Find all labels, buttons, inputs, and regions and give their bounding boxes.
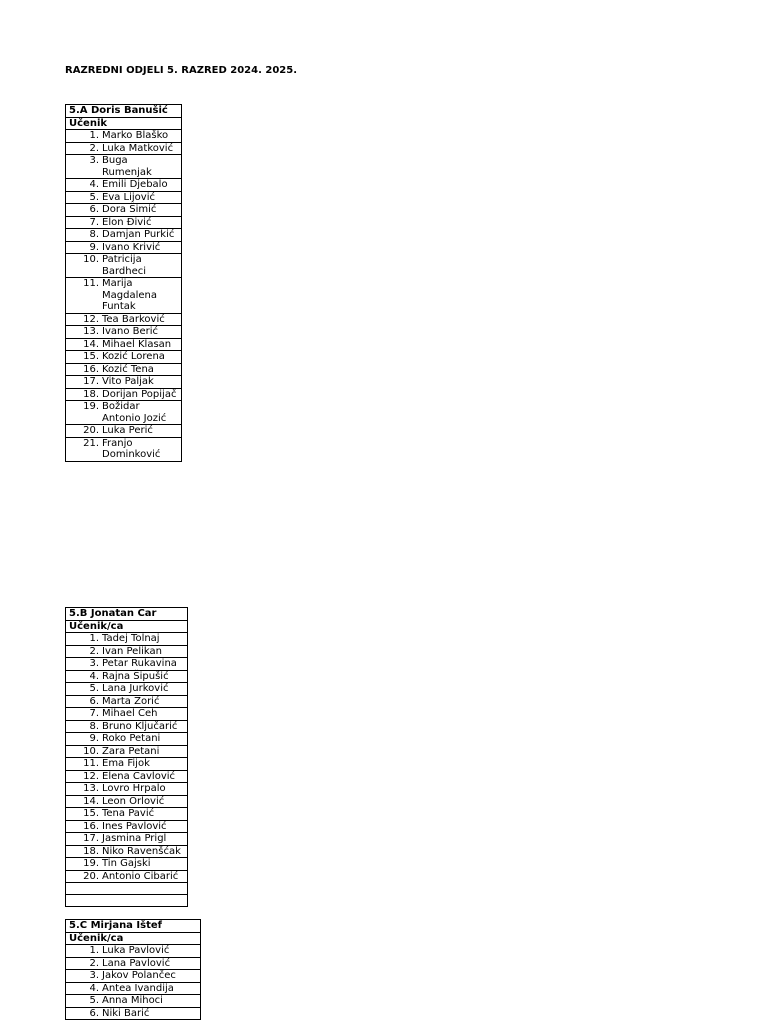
student-row (66, 758, 188, 771)
student-number: 3 . (66, 970, 99, 982)
student-number: 1 . (66, 633, 99, 645)
student-cell (66, 833, 188, 846)
student-row (66, 351, 182, 364)
student-name: Kozić Lorena (102, 351, 165, 362)
student-name: Tadej Tolnaj (102, 633, 160, 644)
student-cell (66, 425, 182, 438)
student-name: Luka Matković (102, 142, 174, 154)
student-number: 17 . (66, 376, 99, 388)
student-row (66, 326, 182, 339)
student-name: Marija Magdalena Funtak (102, 278, 157, 312)
student-row (66, 670, 188, 683)
student-number: 17 . (66, 833, 99, 845)
student-number: 6 . (66, 1008, 99, 1020)
student-name: Franjo Dominković (102, 437, 161, 460)
student-number: 4 . (66, 671, 99, 683)
student-row (66, 142, 182, 155)
student-row (66, 425, 182, 438)
class-table-body (66, 920, 201, 1020)
student-name: Antea Ivandija (102, 982, 174, 994)
student-row (66, 870, 188, 883)
student-name: Dorijan Popijač (102, 388, 177, 400)
student-row (66, 229, 182, 242)
student-name: Vito Paljak (102, 376, 154, 387)
student-number: 20 . (66, 425, 99, 437)
class-header-row (66, 105, 182, 118)
document-title: RAZREDNI ODJELI 5. RAZRED 2024. 2025. (65, 65, 298, 76)
student-number: 1 . (66, 945, 99, 957)
student-row (66, 795, 188, 808)
student-number: 3 . (66, 155, 99, 167)
student-name: Ema Fijok (102, 758, 150, 769)
column-header: Učenik (66, 117, 182, 130)
student-name: Jasmina Prigl (102, 833, 167, 844)
student-row (66, 363, 182, 376)
student-number: 8 . (66, 229, 99, 241)
student-cell (66, 845, 188, 858)
student-cell (66, 229, 182, 242)
student-cell (66, 820, 188, 833)
student-name: Jakov Polančec (102, 970, 176, 981)
student-name: Niki Barić (102, 1007, 150, 1019)
column-header: Učenik/ca (66, 932, 201, 945)
student-row (66, 658, 188, 671)
student-number: 14 . (66, 796, 99, 808)
student-cell (66, 870, 188, 883)
student-row (66, 695, 188, 708)
student-cell (66, 695, 188, 708)
student-name: Luka Pavlović (102, 945, 170, 956)
student-number: 12 . (66, 771, 99, 783)
student-number: 7 . (66, 217, 99, 229)
student-row (66, 155, 182, 179)
student-cell (66, 745, 188, 758)
student-cell (66, 241, 182, 254)
class-header: 5.B Jonatan Car (66, 608, 188, 621)
student-number: 13 . (66, 783, 99, 795)
student-number: 20 . (66, 871, 99, 883)
student-row (66, 130, 182, 143)
student-row (66, 945, 201, 958)
student-number: 15 . (66, 351, 99, 363)
student-row (66, 683, 188, 696)
student-name: Bruno Ključarić (102, 720, 178, 732)
student-cell (66, 376, 182, 389)
student-number: 1 . (66, 130, 99, 142)
student-number: 18 . (66, 389, 99, 401)
student-row (66, 957, 201, 970)
student-cell (66, 670, 188, 683)
student-number: 5 . (66, 683, 99, 695)
student-row (66, 437, 182, 461)
student-number: 11 . (66, 278, 99, 290)
student-cell (66, 683, 188, 696)
student-number: 5 . (66, 192, 99, 204)
student-row (66, 845, 188, 858)
student-number: 4 . (66, 983, 99, 995)
student-row (66, 982, 201, 995)
student-cell (66, 708, 188, 721)
student-name: Anna Mihoci (102, 995, 163, 1006)
student-name: Dora Šimić (102, 204, 157, 215)
student-cell (66, 808, 188, 821)
class-table-5a (65, 104, 182, 462)
student-cell (66, 970, 201, 983)
student-row (66, 783, 188, 796)
student-cell (66, 388, 182, 401)
student-row (66, 179, 182, 192)
student-cell (66, 783, 188, 796)
empty-row (66, 895, 188, 907)
student-number: 19 . (66, 858, 99, 870)
student-name: Ines Pavlović (102, 820, 167, 832)
student-row (66, 376, 182, 389)
class-table-5c (65, 919, 201, 1020)
student-cell (66, 130, 182, 143)
student-number: 9 . (66, 242, 99, 254)
student-name: Patricija Bardheci (102, 254, 147, 277)
student-row (66, 995, 201, 1008)
student-name: Marta Zorić (102, 695, 160, 707)
student-cell (66, 957, 201, 970)
student-cell (66, 351, 182, 364)
student-row (66, 833, 188, 846)
student-cell (66, 363, 182, 376)
class-header: 5.C Mirjana Ištef (66, 920, 201, 933)
class-table-body (66, 105, 182, 462)
student-number: 2 . (66, 143, 99, 155)
student-number: 13 . (66, 326, 99, 338)
student-cell (66, 758, 188, 771)
student-cell (66, 401, 182, 425)
student-number: 8 . (66, 721, 99, 733)
student-name: Roko Petani (102, 733, 161, 744)
student-cell (66, 313, 182, 326)
student-name: Zara Petani (102, 745, 160, 757)
student-cell (66, 633, 188, 646)
student-cell (66, 720, 188, 733)
student-cell (66, 326, 182, 339)
student-name: Buga Rumenjak (102, 155, 152, 178)
student-name: Elon Đivić (102, 216, 152, 228)
student-name: Eva Lijović (102, 191, 155, 203)
student-row (66, 191, 182, 204)
student-row (66, 216, 182, 229)
empty-cell (66, 895, 188, 907)
student-cell (66, 945, 201, 958)
student-name: Luka Perić (102, 425, 153, 436)
student-number: 5 . (66, 995, 99, 1007)
student-row (66, 401, 182, 425)
student-number: 12 . (66, 314, 99, 326)
student-cell (66, 858, 188, 871)
student-name: Emili Djebalo (102, 179, 168, 190)
student-number: 14 . (66, 339, 99, 351)
student-cell (66, 982, 201, 995)
student-name: Ivan Pelikan (102, 645, 162, 657)
student-row (66, 745, 188, 758)
student-name: Mihael Ceh (102, 708, 158, 719)
empty-row (66, 883, 188, 895)
student-cell (66, 216, 182, 229)
student-name: Marko Blaško (102, 130, 169, 141)
student-number: 15 . (66, 808, 99, 820)
student-cell (66, 278, 182, 314)
student-number: 10 . (66, 254, 99, 266)
student-cell (66, 795, 188, 808)
student-row (66, 808, 188, 821)
student-number: 21 . (66, 438, 99, 450)
column-header: Učenik/ca (66, 620, 188, 633)
student-name: Lana Pavlović (102, 957, 171, 969)
student-row (66, 858, 188, 871)
student-cell (66, 1007, 201, 1020)
student-number: 6 . (66, 696, 99, 708)
student-name: Damjan Purkić (102, 229, 175, 240)
student-row (66, 820, 188, 833)
student-name: Petar Rukavina (102, 658, 177, 669)
student-row (66, 388, 182, 401)
student-cell (66, 191, 182, 204)
student-row (66, 338, 182, 351)
student-number: 10 . (66, 746, 99, 758)
student-row (66, 720, 188, 733)
column-header-row (66, 932, 201, 945)
student-name: Rajna Šipušić (102, 670, 169, 682)
student-cell (66, 204, 182, 217)
student-name: Mihael Klasan (102, 338, 172, 350)
empty-cell (66, 883, 188, 895)
class-table-body (66, 608, 188, 907)
student-row (66, 313, 182, 326)
student-cell (66, 770, 188, 783)
student-name: Antonio Cibarić (102, 870, 179, 882)
student-row (66, 204, 182, 217)
student-name: Tin Gajski (102, 858, 151, 869)
student-number: 6 . (66, 204, 99, 216)
student-row (66, 708, 188, 721)
student-number: 7 . (66, 708, 99, 720)
student-cell (66, 995, 201, 1008)
student-number: 9 . (66, 733, 99, 745)
student-number: 16 . (66, 821, 99, 833)
student-cell (66, 437, 182, 461)
class-header-row (66, 920, 201, 933)
student-cell (66, 254, 182, 278)
student-name: Niko Ravenšćak (102, 845, 181, 857)
student-name: Lana Jurković (102, 683, 169, 694)
student-number: 2 . (66, 646, 99, 658)
student-name: Ivano Krivić (102, 241, 161, 253)
class-header: 5.A Doris Banušić (66, 105, 182, 118)
student-name: Božidar Antonio Jozić (102, 401, 167, 424)
class-header-row (66, 608, 188, 621)
student-number: 4 . (66, 179, 99, 191)
student-row (66, 254, 182, 278)
student-cell (66, 733, 188, 746)
student-row (66, 970, 201, 983)
student-cell (66, 155, 182, 179)
student-row (66, 278, 182, 314)
student-name: Tea Barković (102, 313, 165, 325)
student-cell (66, 645, 188, 658)
student-cell (66, 338, 182, 351)
student-name: Leon Orlović (102, 795, 165, 807)
student-name: Tena Pavić (102, 808, 155, 819)
student-number: 3 . (66, 658, 99, 670)
student-name: Lovro Hrpalo (102, 783, 166, 794)
student-name: Elena Cavlović (102, 770, 176, 782)
student-name: Ivano Berić (102, 326, 159, 337)
student-number: 11 . (66, 758, 99, 770)
student-row (66, 1007, 201, 1020)
student-row (66, 770, 188, 783)
student-number: 19 . (66, 401, 99, 413)
student-cell (66, 142, 182, 155)
student-row (66, 645, 188, 658)
student-cell (66, 179, 182, 192)
student-row (66, 633, 188, 646)
student-number: 18 . (66, 846, 99, 858)
student-number: 16 . (66, 364, 99, 376)
student-row (66, 733, 188, 746)
column-header-row (66, 620, 188, 633)
student-cell (66, 658, 188, 671)
student-row (66, 241, 182, 254)
student-name: Kozić Tena (102, 363, 154, 375)
class-table-5b (65, 607, 188, 907)
student-number: 2 . (66, 958, 99, 970)
column-header-row (66, 117, 182, 130)
